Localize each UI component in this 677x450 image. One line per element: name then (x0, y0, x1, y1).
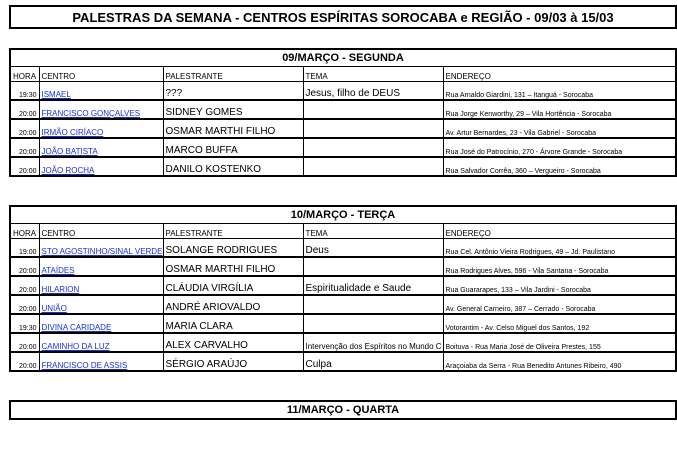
tema-cell: Intervenção dos Espíritos no Mundo C (303, 333, 443, 352)
centro-cell (39, 276, 163, 295)
centro-link[interactable]: HILARION (41, 285, 80, 294)
hora-cell: 19:30 (10, 314, 39, 333)
column-header-endereco: ENDEREÇO (443, 67, 676, 82)
table-header-row (10, 67, 676, 82)
table-row (10, 276, 676, 295)
centro-cell (39, 257, 163, 276)
centro-cell (39, 239, 163, 258)
table-row (10, 138, 676, 157)
day-section (9, 400, 677, 420)
endereco-cell: Rua Guararapes, 133 – Vila Jardini - Sorocaba (443, 276, 676, 295)
centro-cell (39, 138, 163, 157)
centro-cell (39, 82, 163, 101)
column-header-centro: CENTRO (39, 224, 163, 239)
table-row (10, 333, 676, 352)
tema-cell (303, 295, 443, 314)
hora-cell: 20:00 (10, 295, 39, 314)
hora-cell: 20:00 (10, 100, 39, 119)
table-row (10, 314, 676, 333)
centro-link[interactable]: ISMAEL (41, 90, 71, 99)
palestrante-cell: MARCO BUFFA (163, 138, 303, 157)
day-header: 10/MARÇO - TERÇA (9, 205, 677, 224)
table-row (10, 100, 676, 119)
column-header-tema: TEMA (303, 67, 443, 82)
palestrante-cell: SIDNEY GOMES (163, 100, 303, 119)
table-row (10, 239, 676, 258)
centro-link[interactable]: STO AGOSTINHO/SINAL VERDE (41, 247, 163, 256)
column-header-tema: TEMA (303, 224, 443, 239)
day-section (9, 48, 677, 177)
endereco-cell: Rua José do Patrocínio, 270 - Árvore Grande - Sorocaba (443, 138, 676, 157)
tema-cell: Jesus, filho de DEUS (303, 82, 443, 101)
centro-link[interactable]: DIVINA CARIDADE (41, 323, 112, 332)
column-header-palestrante: PALESTRANTE (163, 224, 303, 239)
endereco-cell: Av. Artur Bernardes, 23 - Vila Gabriel - Sorocaba (443, 119, 676, 138)
column-header-endereco: ENDEREÇO (443, 224, 676, 239)
palestrante-cell: OSMAR MARTHI FILHO (163, 119, 303, 138)
column-header-hora: HORA (10, 224, 39, 239)
tema-cell: Culpa (303, 352, 443, 371)
centro-link[interactable]: FRANCISCO DE ASSIS (41, 361, 128, 370)
palestrante-cell: OSMAR MARTHI FILHO (163, 257, 303, 276)
column-header-centro: CENTRO (39, 67, 163, 82)
table-row (10, 157, 676, 176)
day-header: 09/MARÇO - SEGUNDA (9, 48, 677, 67)
endereco-cell: Rua Cel. Antônio Vieira Rodrigues, 49 – Jd. Paulistano (443, 239, 676, 258)
palestrante-cell: MARIA CLARA (163, 314, 303, 333)
table-row (10, 257, 676, 276)
page-title: PALESTRAS DA SEMANA - CENTROS ESPÍRITAS SOROCABA e REGIÃO - 09/03 à 15/03 (9, 5, 677, 29)
hora-cell: 20:00 (10, 257, 39, 276)
centro-cell (39, 314, 163, 333)
tema-cell (303, 100, 443, 119)
day-section (9, 205, 677, 372)
table-row (10, 119, 676, 138)
centro-cell (39, 333, 163, 352)
palestrante-cell: SÉRGIO ARAÚJO (163, 352, 303, 371)
centro-cell (39, 352, 163, 371)
endereco-cell: Rua Arnaldo Giardini, 131 – Itanguá - Sorocaba (443, 82, 676, 101)
palestrante-cell: ??? (163, 82, 303, 101)
endereco-cell: Av. General Carneiro, 387 – Cerrado - Sorocaba (443, 295, 676, 314)
table-header-row (10, 224, 676, 239)
hora-cell: 20:00 (10, 138, 39, 157)
palestrante-cell: DANILO KOSTENKO (163, 157, 303, 176)
column-header-palestrante: PALESTRANTE (163, 67, 303, 82)
endereco-cell: Rua Jorge Kenworthy, 29 – Vila Hortência - Sorocaba (443, 100, 676, 119)
tema-cell (303, 157, 443, 176)
hora-cell: 20:00 (10, 119, 39, 138)
table-row (10, 295, 676, 314)
schedule-table (9, 67, 677, 177)
tema-cell (303, 257, 443, 276)
schedule-table (9, 224, 677, 372)
endereco-cell: Rua Salvador Corrêa, 360 – Vergueiro - Sorocaba (443, 157, 676, 176)
centro-link[interactable]: FRANCISCO GONÇALVES (41, 109, 141, 118)
centro-link[interactable]: UNIÃO (41, 304, 67, 313)
hora-cell: 20:00 (10, 157, 39, 176)
centro-cell (39, 100, 163, 119)
tema-cell: Deus (303, 239, 443, 258)
table-row (10, 82, 676, 101)
hora-cell: 20:00 (10, 352, 39, 371)
endereco-cell: Araçoiaba da Serra - Rua Benedito Antunes Ribeiro, 490 (443, 352, 676, 371)
centro-link[interactable]: ATAÍDES (41, 266, 75, 275)
hora-cell: 19:00 (10, 239, 39, 258)
hora-cell: 20:00 (10, 333, 39, 352)
endereco-cell: Rua Rodrigues Alves, 596 - Vila Santana - Sorocaba (443, 257, 676, 276)
palestrante-cell: ALEX CARVALHO (163, 333, 303, 352)
tema-cell (303, 119, 443, 138)
centro-link[interactable]: CAMINHO DA LUZ (41, 342, 110, 351)
hora-cell: 19:30 (10, 82, 39, 101)
endereco-cell: Boituva - Rua Maria José de Oliveira Prestes, 155 (443, 333, 676, 352)
tema-cell: Espiritualidade e Saude (303, 276, 443, 295)
centro-cell (39, 119, 163, 138)
palestrante-cell: CLÁUDIA VIRGÍLIA (163, 276, 303, 295)
centro-link[interactable]: JOÃO ROCHA (41, 166, 95, 175)
centro-cell (39, 157, 163, 176)
hora-cell: 20:00 (10, 276, 39, 295)
tema-cell (303, 138, 443, 157)
day-header: 11/MARÇO - QUARTA (9, 400, 677, 420)
centro-link[interactable]: JOÃO BATISTA (41, 147, 98, 156)
centro-link[interactable]: IRMÃO CIRÍACO (41, 128, 104, 137)
centro-cell (39, 295, 163, 314)
table-row (10, 352, 676, 371)
endereco-cell: Votorantim - Av. Celso Miguel dos Santos, 192 (443, 314, 676, 333)
palestrante-cell: SOLANGE RODRIGUES (163, 239, 303, 258)
palestrante-cell: ANDRÉ ARIOVALDO (163, 295, 303, 314)
tema-cell (303, 314, 443, 333)
column-header-hora: HORA (10, 67, 39, 82)
